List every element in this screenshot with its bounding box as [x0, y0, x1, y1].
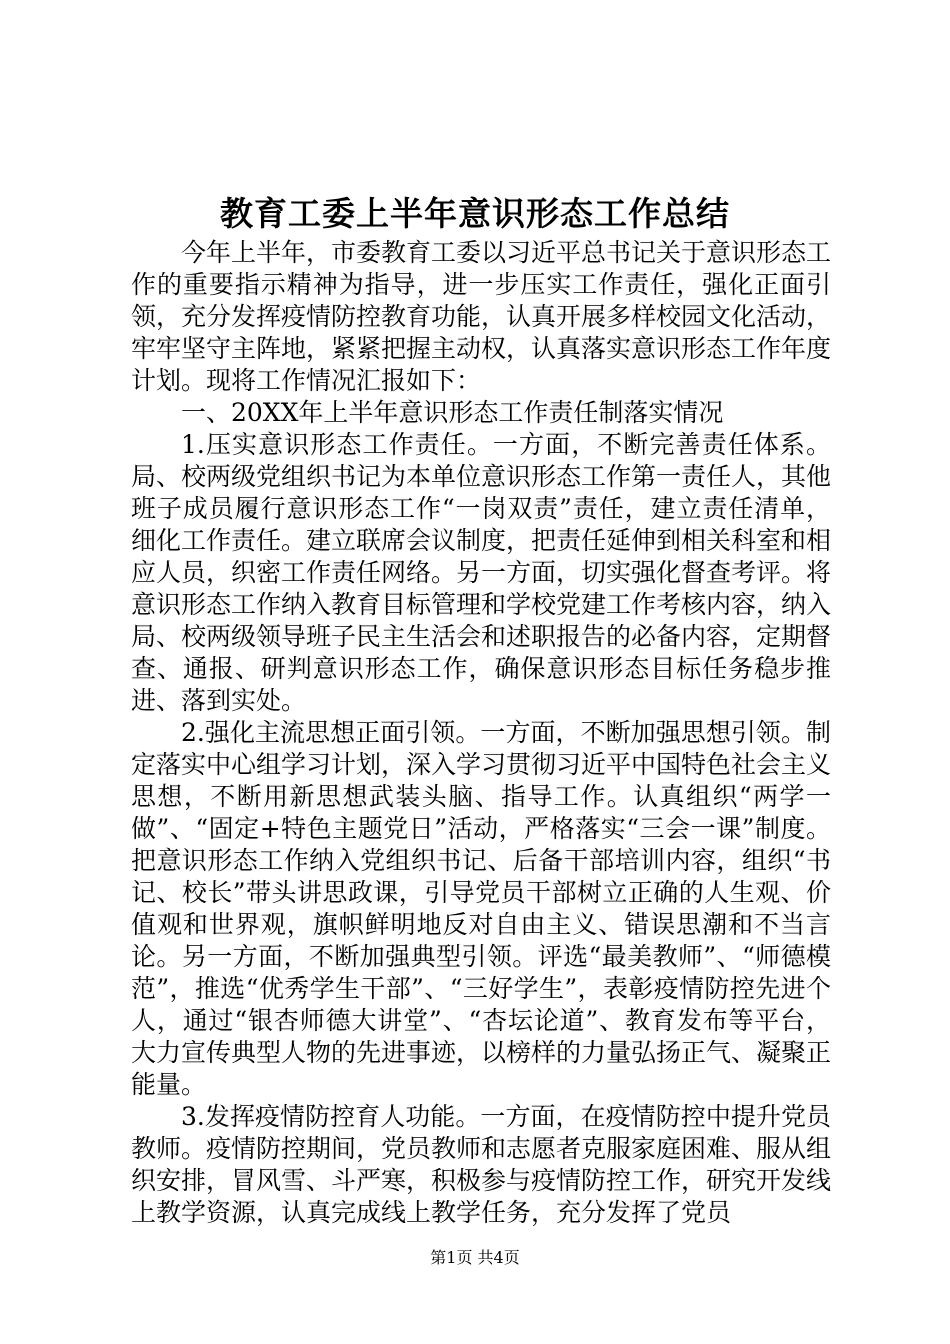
document-body: [131, 237, 831, 1229]
section-heading-1: 一、20XX年上半年意识形态工作责任制落实情况: [181, 398, 724, 427]
paragraph-item-1: 1.压实意识形态工作责任。一方面，不断完善责任体系。局、校两级党组织书记为本单位意识形态工作第一责任人，其他班子成员履行意识形态工作“一岗双责”责任，建立责任清单，细化工作责任。建立联席会议制度，把责任延伸到相关科室和相应人员，织密工作责任网络。另一方面，切实强化督查考评。将意识形态工作纳入教育目标管理和学校党建工作考核内容，纳入局、校两级领导班子民主生活会和述职报告的必备内容，定期督查、通报、研判意识形态工作，确保意识形态目标任务稳步推进、落到实处。: [131, 430, 832, 715]
paragraph-item-3: 3.发挥疫情防控育人功能。一方面，在疫情防控中提升党员教师。疫情防控期间，党员教师和志愿者克服家庭困难、服从组织安排，冒风雪、斗严寒，积极参与疫情防控工作，研究开发线上教学资源，认真完成线上教学任务，充分发挥了党员: [131, 1102, 832, 1227]
document-title: 教育工委上半年意识形态工作总结: [220, 194, 730, 233]
page-number-footer: 第1页 共4页: [430, 1248, 520, 1267]
paragraph-intro: 今年上半年，市委教育工委以习近平总书记关于意识形态工作的重要指示精神为指导，进一步压实工作责任，强化正面引领，充分发挥疫情防控教育功能，认真开展多样校园文化活动，牢牢坚守主阵地，紧紧把握主动权，认真落实意识形态工作年度计划。现将工作情况汇报如下：: [131, 238, 832, 395]
paragraph-item-2: 2.强化主流思想正面引领。一方面，不断加强思想引领。制定落实中心组学习计划，深入学习贯彻习近平中国特色社会主义思想，不断用新思想武装头脑、指导工作。认真组织“两学一做”、“固定+特色主题党日”活动，严格落实“三会一课”制度。把意识形态工作纳入党组织书记、后备干部培训内容，组织“书记、校长”带头讲思政课，引导党员干部树立正确的人生观、价值观和世界观，旗帜鲜明地反对自由主义、错误思潮和不当言论。另一方面，不断加强典型引领。评选“最美教师”、“师德模范”，推选“优秀学生干部”、“三好学生”，表彰疫情防控先进个人，通过“银杏师德大讲堂”、“杏坛论道”、教育发布等平台，大力宣传典型人物的先进事迹，以榜样的力量弘扬正气、凝聚正能量。: [131, 718, 832, 1099]
